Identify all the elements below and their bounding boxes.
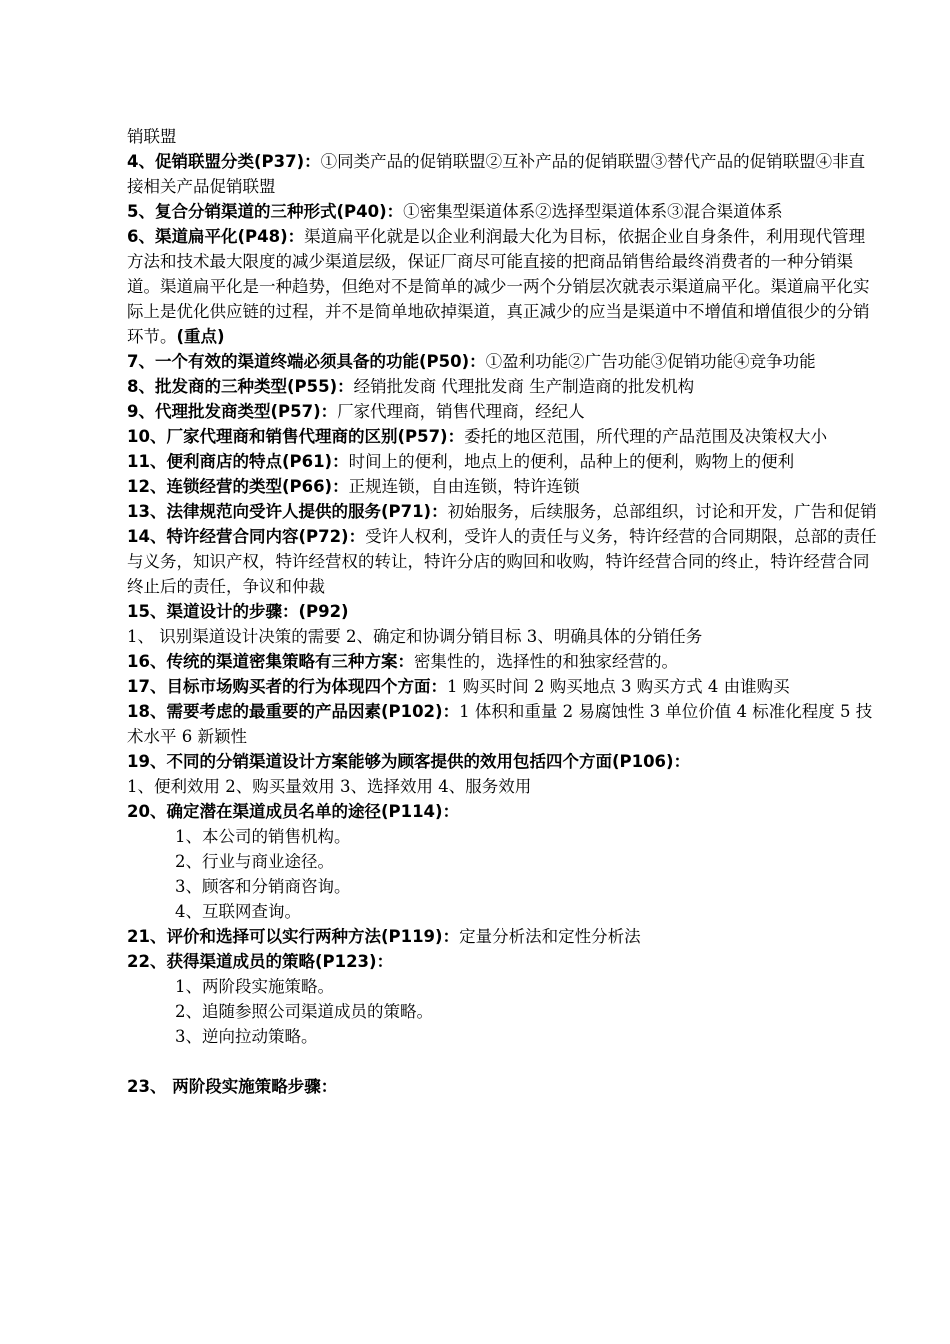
item-text: 渠道扁平化就是以企业利润最大化为目标，依据企业自身条件，利用现代管理方法和技术最大限度的减少渠道层级，保证厂商尽可能直接的把商品销售给最终消费者的一种分销渠道。渠道扁平化是一种趋势，但绝对不是简单的减少一两个分销层次就表示渠道扁平化。渠道扁平化实际上是优化供应链的过程，并不是简单地砍掉渠道，真正减少的应当是渠道中不增值和增值很少的分销环节。	[127, 227, 870, 346]
item-4	[127, 149, 877, 199]
item-heading: 20、确定潜在渠道成员名单的途径(P114)：	[127, 802, 460, 821]
item-15	[127, 599, 877, 624]
list-item	[127, 974, 877, 999]
item-heading: 16、传统的渠道密集策略有三种方案：	[127, 652, 414, 671]
item-heading: 10、厂家代理商和销售代理商的区别(P57)：	[127, 427, 465, 446]
item-heading: 8、批发商的三种类型(P55)：	[127, 377, 354, 396]
item-text: 时间上的便利，地点上的便利，品种上的便利，购物上的便利	[348, 452, 795, 471]
item-8	[127, 374, 877, 399]
item-5	[127, 199, 877, 224]
item-11	[127, 449, 877, 474]
item-text: ①盈利功能②广告功能③促销功能④竞争功能	[485, 352, 816, 371]
item-heading: 13、法律规范向受许人提供的服务(P71)：	[127, 502, 448, 521]
item-text: ①密集型渠道体系②选择型渠道体系③混合渠道体系	[403, 202, 783, 221]
item-23	[127, 1074, 877, 1099]
item-text: 1、 识别渠道设计决策的需要 2、确定和协调分销目标 3、明确具体的分销任务	[127, 627, 703, 646]
paragraph-line	[127, 124, 877, 149]
item-heading: 15、渠道设计的步骤：(P92)	[127, 602, 349, 621]
item-12	[127, 474, 877, 499]
item-text: 1 购买时间 2 购买地点 3 购买方式 4 由谁购买	[446, 677, 790, 696]
item-heading: 7、一个有效的渠道终端必须具备的功能(P50)：	[127, 352, 486, 371]
item-22	[127, 949, 877, 974]
list-item-text: 1、本公司的销售机构。	[175, 827, 351, 846]
list-item	[127, 824, 877, 849]
item-9	[127, 399, 877, 424]
item-heading: 9、代理批发商类型(P57)：	[127, 402, 338, 421]
item-heading: 12、连锁经营的类型(P66)：	[127, 477, 349, 496]
list-item	[127, 849, 877, 874]
item-20	[127, 799, 877, 824]
item-text: 定量分析法和定性分析法	[459, 927, 641, 946]
item-19	[127, 749, 877, 774]
item-14	[127, 524, 877, 599]
item-heading: 6、渠道扁平化(P48)：	[127, 227, 305, 246]
item-21	[127, 924, 877, 949]
list-item	[127, 899, 877, 924]
item-text: 1、便利效用 2、购买量效用 3、选择效用 4、服务效用	[127, 777, 532, 796]
item-heading: 14、特许经营合同内容(P72)：	[127, 527, 366, 546]
item-15-steps	[127, 624, 877, 649]
item-17	[127, 674, 877, 699]
list-item-text: 4、互联网查询。	[175, 902, 301, 921]
item-heading: 22、获得渠道成员的策略(P123)：	[127, 952, 394, 971]
item-text: 厂家代理商，销售代理商，经纪人	[337, 402, 585, 421]
item-heading: 5、复合分销渠道的三种形式(P40)：	[127, 202, 404, 221]
item-heading: 21、评价和选择可以实行两种方法(P119)：	[127, 927, 460, 946]
item-16	[127, 649, 877, 674]
list-item	[127, 999, 877, 1024]
item-18	[127, 699, 877, 749]
item-heading: 23、 两阶段实施策略步骤：	[127, 1077, 338, 1096]
document-body	[127, 124, 877, 1099]
list-item-text: 3、顾客和分销商咨询。	[175, 877, 351, 896]
emphasis-tag: (重点)	[176, 327, 225, 346]
item-heading: 11、便利商店的特点(P61)：	[127, 452, 349, 471]
list-item-text: 2、行业与商业途径。	[175, 852, 334, 871]
item-text: ①同类产品的促销联盟②互补产品的促销联盟③替代产品的促销联盟④非直接相关产品促销联盟	[127, 152, 866, 196]
item-heading: 17、目标市场购买者的行为体现四个方面：	[127, 677, 447, 696]
item-text: 委托的地区范围，所代理的产品范围及决策权大小	[464, 427, 828, 446]
list-item	[127, 874, 877, 899]
list-item-text: 2、追随参照公司渠道成员的策略。	[175, 1002, 433, 1021]
item-7	[127, 349, 877, 374]
item-text: 密集性的，选择性的和独家经营的。	[413, 652, 678, 671]
list-item-text: 1、两阶段实施策略。	[175, 977, 334, 996]
item-text: 经销批发商 代理批发商 生产制造商的批发机构	[353, 377, 695, 396]
item-10	[127, 424, 877, 449]
item-heading: 4、促销联盟分类(P37)：	[127, 152, 321, 171]
list-item-text: 3、逆向拉动策略。	[175, 1027, 318, 1046]
item-text: 1 体积和重量 2 易腐蚀性 3 单位价值 4 标准化程度 5 技术水平 6 新颖性	[127, 702, 873, 746]
item-text: 初始服务，后续服务，总部组织，讨论和开发，广告和促销	[447, 502, 877, 521]
item-text: 受许人权利，受许人的责任与义务，特许经营的合同期限，总部的责任与义务，知识产权，特许经营权的转让，特许分店的购回和收购，特许经营合同的终止，特许经营合同终止后的责任，争议和仲裁	[127, 527, 877, 596]
blank-line	[127, 1049, 877, 1074]
item-19-values	[127, 774, 877, 799]
item-6	[127, 224, 877, 349]
item-text: 正规连锁，自由连锁，特许连锁	[348, 477, 580, 496]
list-item	[127, 1024, 877, 1049]
item-heading: 19、不同的分销渠道设计方案能够为顾客提供的效用包括四个方面(P106)：	[127, 752, 691, 771]
item-13	[127, 499, 877, 524]
item-heading: 18、需要考虑的最重要的产品因素(P102)：	[127, 702, 460, 721]
paragraph-text: 销联盟	[127, 127, 177, 146]
